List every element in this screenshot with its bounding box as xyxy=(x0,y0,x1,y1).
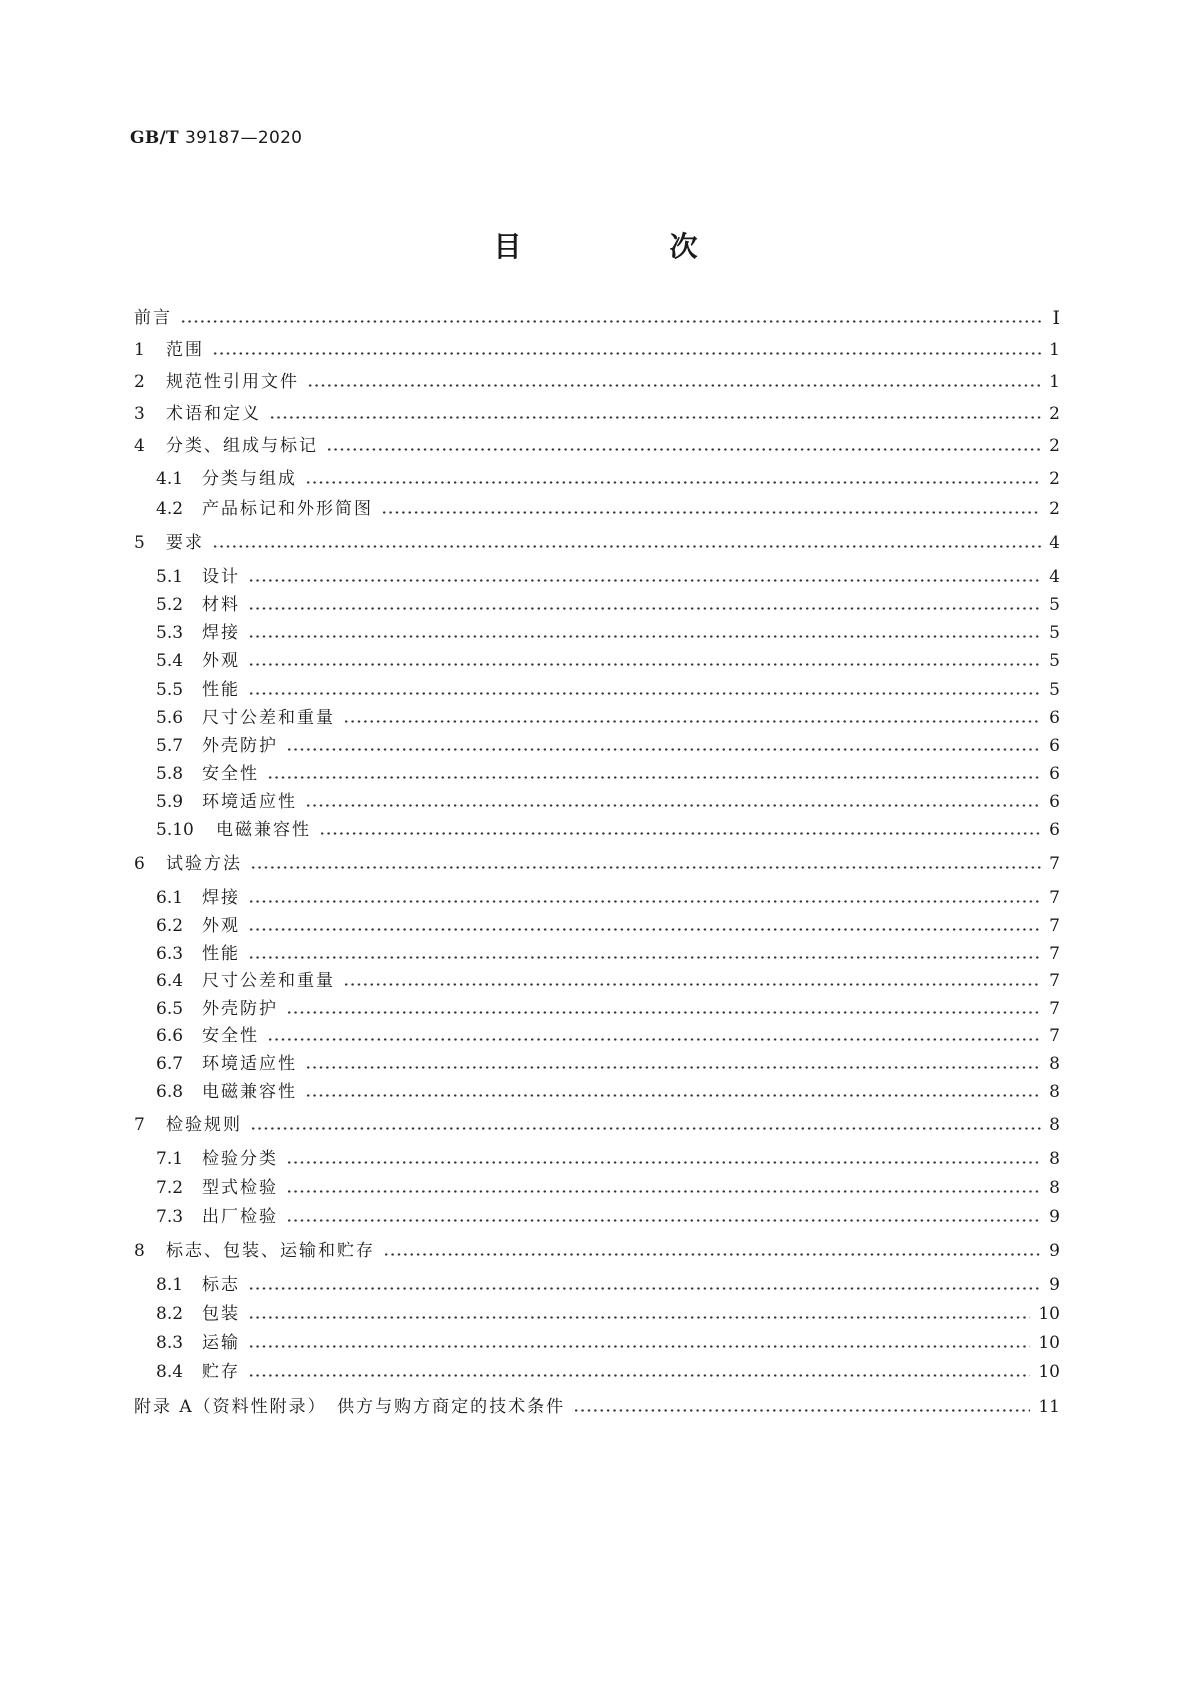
toc-dot-leader xyxy=(269,402,1041,426)
standard-code-prefix: GB/T xyxy=(130,128,179,148)
toc-entry-page: 7 xyxy=(1049,999,1060,1019)
toc-dot-leader xyxy=(248,886,1041,910)
toc-entry-page: 6 xyxy=(1049,820,1060,840)
toc-dot-leader xyxy=(305,467,1041,491)
toc-entry-page: 7 xyxy=(1049,944,1060,964)
toc-entry-number: 8.1 xyxy=(156,1275,184,1295)
table-of-contents xyxy=(134,0,1060,1684)
toc-dot-leader xyxy=(250,852,1041,876)
toc-dot-leader xyxy=(250,1113,1041,1137)
toc-entry[interactable] xyxy=(134,402,1060,426)
toc-entry-page: 1 xyxy=(1049,372,1060,392)
toc-dot-leader xyxy=(286,734,1041,758)
toc-dot-leader xyxy=(248,1273,1041,1297)
toc-entry-title: 性能 xyxy=(202,680,240,700)
toc-dot-leader xyxy=(319,818,1041,842)
toc-entry[interactable] xyxy=(156,1147,1060,1171)
toc-dot-leader xyxy=(248,593,1041,617)
toc-entry-page: 2 xyxy=(1049,404,1060,424)
toc-entry-title: 环境适应性 xyxy=(202,1054,297,1074)
toc-dot-leader xyxy=(248,914,1041,938)
toc-dot-leader xyxy=(383,1239,1041,1263)
toc-entry-number: 5.8 xyxy=(156,764,184,784)
toc-entry[interactable] xyxy=(156,565,1060,589)
toc-entry-title: 分类与组成 xyxy=(202,469,297,489)
toc-dot-leader xyxy=(267,1024,1041,1048)
toc-entry[interactable] xyxy=(156,762,1060,786)
toc-entry-title: 外壳防护 xyxy=(202,999,278,1019)
toc-entry-title: 电磁兼容性 xyxy=(202,1082,297,1102)
toc-dot-leader xyxy=(248,649,1041,673)
toc-entry-title: 运输 xyxy=(202,1333,240,1353)
toc-entry-number: 5.4 xyxy=(156,651,184,671)
toc-entry-title: 尺寸公差和重量 xyxy=(202,971,335,991)
toc-entry-number: 5 xyxy=(134,533,145,553)
toc-dot-leader xyxy=(305,790,1041,814)
toc-dot-leader xyxy=(248,621,1041,645)
toc-entry-number: 8 xyxy=(134,1241,145,1261)
toc-entry-page: 10 xyxy=(1038,1333,1060,1353)
toc-entry-number: 5.5 xyxy=(156,680,184,700)
toc-entry[interactable] xyxy=(156,818,1060,842)
toc-entry-number: 6.8 xyxy=(156,1082,184,1102)
toc-entry[interactable] xyxy=(156,1052,1060,1076)
toc-entry-page: 8 xyxy=(1049,1178,1060,1198)
toc-entry-number: 6.4 xyxy=(156,971,184,991)
toc-entry-title: 材料 xyxy=(202,595,240,615)
toc-entry-number: 5.10 xyxy=(156,820,194,840)
toc-dot-leader xyxy=(286,1147,1041,1171)
toc-entry[interactable] xyxy=(156,790,1060,814)
toc-entry-page: 2 xyxy=(1049,469,1060,489)
toc-entry-number: 2 xyxy=(134,372,145,392)
toc-entry-page: 5 xyxy=(1049,651,1060,671)
toc-entry-title: 安全性 xyxy=(202,1026,259,1046)
toc-entry[interactable] xyxy=(134,1395,1060,1419)
toc-entry-title: 电磁兼容性 xyxy=(216,820,311,840)
toc-entry-title: 包装 xyxy=(202,1304,240,1324)
toc-dot-leader xyxy=(267,762,1041,786)
toc-entry-page: 8 xyxy=(1049,1115,1060,1135)
toc-entry-title: 安全性 xyxy=(202,764,259,784)
toc-entry[interactable] xyxy=(134,852,1060,876)
toc-dot-leader xyxy=(248,1360,1030,1384)
toc-entry-number: 5.7 xyxy=(156,736,184,756)
toc-entry-title: 检验规则 xyxy=(166,1115,242,1135)
toc-entry-title: 贮存 xyxy=(202,1362,240,1382)
toc-dot-leader xyxy=(307,370,1041,394)
toc-entry-number: 8.4 xyxy=(156,1362,184,1382)
toc-entry-page: 1 xyxy=(1049,340,1060,360)
toc-entry[interactable] xyxy=(134,434,1060,458)
toc-entry-number: 6.2 xyxy=(156,916,184,936)
toc-entry-page: 6 xyxy=(1049,736,1060,756)
toc-entry-number: 7.1 xyxy=(156,1149,184,1169)
toc-entry-page: 6 xyxy=(1049,764,1060,784)
toc-entry[interactable] xyxy=(156,1331,1060,1355)
toc-entry[interactable] xyxy=(156,593,1060,617)
toc-entry-title: 尺寸公差和重量 xyxy=(202,708,335,728)
toc-entry-title: 分类、组成与标记 xyxy=(166,436,318,456)
toc-entry-title: 标志 xyxy=(202,1275,240,1295)
toc-entry[interactable] xyxy=(156,1273,1060,1297)
toc-entry-number: 4.2 xyxy=(156,499,184,519)
toc-entry[interactable] xyxy=(156,1205,1060,1229)
toc-entry[interactable] xyxy=(156,969,1060,993)
toc-entry[interactable] xyxy=(156,467,1060,491)
toc-entry-title: 环境适应性 xyxy=(202,792,297,812)
toc-entry-page: 5 xyxy=(1049,623,1060,643)
toc-dot-leader xyxy=(573,1395,1030,1419)
toc-dot-leader xyxy=(381,497,1041,521)
toc-entry[interactable] xyxy=(156,997,1060,1021)
toc-entry[interactable] xyxy=(156,1080,1060,1104)
toc-entry-title: 性能 xyxy=(202,944,240,964)
toc-entry-number: 8.2 xyxy=(156,1304,184,1324)
toc-dot-leader xyxy=(248,942,1041,966)
toc-entry[interactable] xyxy=(134,531,1060,555)
toc-heading: 目 次 xyxy=(493,230,758,263)
toc-entry[interactable] xyxy=(134,370,1060,394)
toc-entry-title: 术语和定义 xyxy=(166,404,261,424)
toc-entry-page: 10 xyxy=(1038,1304,1060,1324)
toc-entry-number: 6.5 xyxy=(156,999,184,1019)
toc-entry-page: 7 xyxy=(1049,916,1060,936)
toc-entry-title: 规范性引用文件 xyxy=(166,372,299,392)
toc-entry-number: 4.1 xyxy=(156,469,184,489)
toc-entry-number: 7.3 xyxy=(156,1207,184,1227)
toc-entry-number: 6.7 xyxy=(156,1054,184,1074)
toc-entry[interactable] xyxy=(156,1302,1060,1326)
toc-entry-title: 产品标记和外形简图 xyxy=(202,499,373,519)
toc-entry-page: 2 xyxy=(1049,499,1060,519)
toc-entry-number: 7.2 xyxy=(156,1178,184,1198)
toc-entry[interactable] xyxy=(156,706,1060,730)
toc-entry-number: 6.1 xyxy=(156,888,184,908)
toc-entry-number: 3 xyxy=(134,404,145,424)
toc-entry-page: 2 xyxy=(1049,436,1060,456)
toc-dot-leader xyxy=(286,1176,1041,1200)
toc-entry[interactable] xyxy=(156,914,1060,938)
toc-entry-number: 5.1 xyxy=(156,567,184,587)
toc-entry-page: 9 xyxy=(1049,1207,1060,1227)
toc-dot-leader xyxy=(286,997,1041,1021)
toc-entry-title: 设计 xyxy=(202,567,240,587)
toc-entry-number: 6.3 xyxy=(156,944,184,964)
toc-entry-title: 试验方法 xyxy=(166,854,242,874)
toc-entry-page: 11 xyxy=(1038,1397,1060,1417)
toc-entry-page: 7 xyxy=(1049,854,1060,874)
toc-entry-title: 外壳防护 xyxy=(202,736,278,756)
toc-entry-page: 5 xyxy=(1049,680,1060,700)
toc-entry[interactable] xyxy=(156,497,1060,521)
toc-entry[interactable] xyxy=(156,1024,1060,1048)
toc-entry-page: 6 xyxy=(1049,792,1060,812)
toc-dot-leader xyxy=(248,1331,1030,1355)
toc-entry[interactable] xyxy=(134,1113,1060,1137)
toc-entry[interactable] xyxy=(156,886,1060,910)
toc-entry[interactable] xyxy=(156,734,1060,758)
toc-entry-number: 6 xyxy=(134,854,145,874)
toc-entry-page: 8 xyxy=(1049,1082,1060,1102)
toc-entry-page: 9 xyxy=(1049,1241,1060,1261)
toc-entry-page: 4 xyxy=(1049,533,1060,553)
toc-dot-leader xyxy=(248,565,1041,589)
toc-dot-leader xyxy=(343,706,1041,730)
toc-entry-title: 型式检验 xyxy=(202,1178,278,1198)
toc-entry-page: 6 xyxy=(1049,708,1060,728)
toc-dot-leader xyxy=(305,1052,1041,1076)
toc-entry-title: 焊接 xyxy=(202,888,240,908)
toc-entry-title: 外观 xyxy=(202,651,240,671)
toc-entry[interactable] xyxy=(134,306,1060,330)
toc-entry-number: 6.6 xyxy=(156,1026,184,1046)
toc-entry-number: 5.6 xyxy=(156,708,184,728)
toc-dot-leader xyxy=(248,678,1041,702)
toc-entry-title: 外观 xyxy=(202,916,240,936)
toc-dot-leader xyxy=(305,1080,1041,1104)
toc-entry-page: 8 xyxy=(1049,1054,1060,1074)
toc-entry-page: 8 xyxy=(1049,1149,1060,1169)
toc-entry-number: 7 xyxy=(134,1115,145,1135)
toc-entry-page: 4 xyxy=(1049,567,1060,587)
toc-entry[interactable] xyxy=(156,621,1060,645)
toc-entry-title: 要求 xyxy=(166,533,204,553)
toc-dot-leader xyxy=(212,338,1041,362)
toc-entry-page: Ⅰ xyxy=(1052,307,1060,329)
toc-entry-page: 9 xyxy=(1049,1275,1060,1295)
toc-entry-title: 标志、包装、运输和贮存 xyxy=(166,1241,375,1261)
toc-entry-page: 5 xyxy=(1049,595,1060,615)
toc-entry-title: 焊接 xyxy=(202,623,240,643)
toc-entry-number: 8.3 xyxy=(156,1333,184,1353)
toc-entry-number: 1 xyxy=(134,340,145,360)
toc-entry-title: 出厂检验 xyxy=(202,1207,278,1227)
toc-entry-title: 附录 A（资料性附录） 供方与购方商定的技术条件 xyxy=(134,1397,566,1417)
toc-entry[interactable] xyxy=(134,1239,1060,1263)
toc-entry[interactable] xyxy=(156,1176,1060,1200)
toc-dot-leader xyxy=(212,531,1041,555)
toc-entry-title: 前言 xyxy=(134,308,172,328)
toc-entry-title: 范围 xyxy=(166,340,204,360)
toc-entry-number: 5.2 xyxy=(156,595,184,615)
toc-entry[interactable] xyxy=(134,338,1060,362)
toc-dot-leader xyxy=(248,1302,1030,1326)
toc-entry-number: 5.3 xyxy=(156,623,184,643)
toc-entry-page: 7 xyxy=(1049,888,1060,908)
toc-entry-page: 10 xyxy=(1038,1362,1060,1382)
toc-entry[interactable] xyxy=(156,649,1060,673)
toc-entry-number: 4 xyxy=(134,436,145,456)
standard-code-number: 39187—2020 xyxy=(184,128,303,148)
toc-dot-leader xyxy=(343,969,1041,993)
toc-dot-leader xyxy=(286,1205,1041,1229)
toc-entry-number: 5.9 xyxy=(156,792,184,812)
toc-entry[interactable] xyxy=(156,678,1060,702)
toc-entry-page: 7 xyxy=(1049,1026,1060,1046)
toc-dot-leader xyxy=(326,434,1041,458)
toc-entry[interactable] xyxy=(156,1360,1060,1384)
toc-entry[interactable] xyxy=(156,942,1060,966)
toc-entry-title: 检验分类 xyxy=(202,1149,278,1169)
toc-entry-page: 7 xyxy=(1049,971,1060,991)
toc-dot-leader xyxy=(180,306,1042,330)
